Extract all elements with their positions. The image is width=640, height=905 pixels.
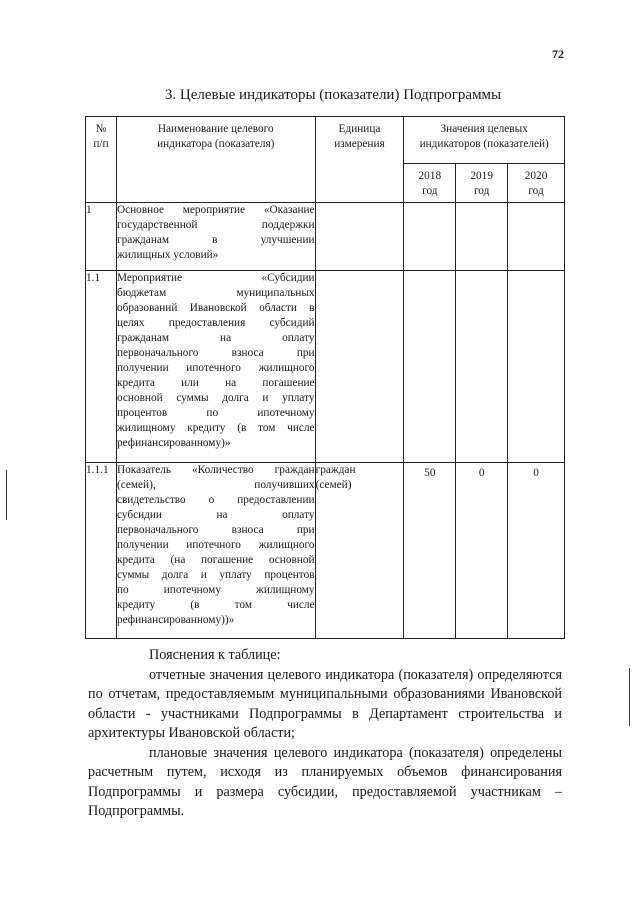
row-name: Мероприятие «Субсидии бюджетам муниципальных образований Ивановской области в целях предоставления субсидий гражданам на оплату первоначального взноса при получении ипотечного жилищного кредита или на погашение основной суммы долга и уплату процентов по ипотечному жилищному кредиту (в том числе рефинансированному)» xyxy=(116,271,315,463)
row-value-2018 xyxy=(404,271,456,463)
header-values: Значения целевых индикаторов (показателей) xyxy=(404,117,565,164)
row-num: 1 xyxy=(86,203,117,271)
page-number: 72 xyxy=(552,47,564,61)
row-value-2020 xyxy=(508,203,565,271)
table-notes xyxy=(88,646,562,822)
row-value-2020 xyxy=(508,271,565,463)
header-year-2018: 2018 год xyxy=(404,164,456,203)
header-num: № п/п xyxy=(86,117,117,203)
row-name: Основное мероприятие «Оказание государственной поддержки гражданам в улучшении жилищных условий» xyxy=(116,203,315,271)
notes-paragraph: плановые значения целевого индикатора (показателя) определены расчетным путем, исходя из планируемых объемов финансирования Подпрограммы и размера субсидии, предоставляемой участникам – Подпрограммы. xyxy=(88,744,562,819)
row-value-2019: 0 xyxy=(456,463,508,639)
row-value-2020: 0 xyxy=(508,463,565,639)
row-num: 1.1.1 xyxy=(86,463,117,639)
header-name: Наименование целевого индикатора (показателя) xyxy=(116,117,315,203)
scan-artifact-left xyxy=(6,470,7,520)
page-title: 3. Целевые индикаторы (показатели) Подпрограммы xyxy=(164,87,502,103)
notes-paragraph: отчетные значения целевого индикатора (показателя) определяются по отчетам, предоставляемым муниципальными образованиями Ивановской области - участниками Подпрограммы в Департамент строительства и архитектуры Ивановской области; xyxy=(88,666,562,741)
row-value-2019 xyxy=(456,271,508,463)
row-unit xyxy=(315,203,404,271)
row-unit xyxy=(315,271,404,463)
row-value-2018: 50 xyxy=(404,463,456,639)
header-unit: Единица измерения xyxy=(315,117,404,203)
row-value-2018 xyxy=(404,203,456,271)
header-year-2019: 2019 год xyxy=(456,164,508,203)
table-row xyxy=(86,463,565,639)
row-num: 1.1 xyxy=(86,271,117,463)
scan-artifact-right xyxy=(629,668,630,726)
table-row xyxy=(86,271,565,463)
row-value-2019 xyxy=(456,203,508,271)
indicators-table xyxy=(85,116,565,639)
table-row xyxy=(86,203,565,271)
header-year-2020: 2020 год xyxy=(508,164,565,203)
row-name: Показатель «Количество граждан (семей), получивших свидетельство о предоставлении субсидии на оплату первоначального взноса при получении ипотечного жилищного кредита (на погашение основной суммы долга и уплату процентов по ипотечному жилищному кредиту (в том числе рефинансированному))» xyxy=(116,463,315,639)
notes-heading: Пояснения к таблице: xyxy=(149,647,281,663)
row-unit: граждан (семей) xyxy=(315,463,404,639)
